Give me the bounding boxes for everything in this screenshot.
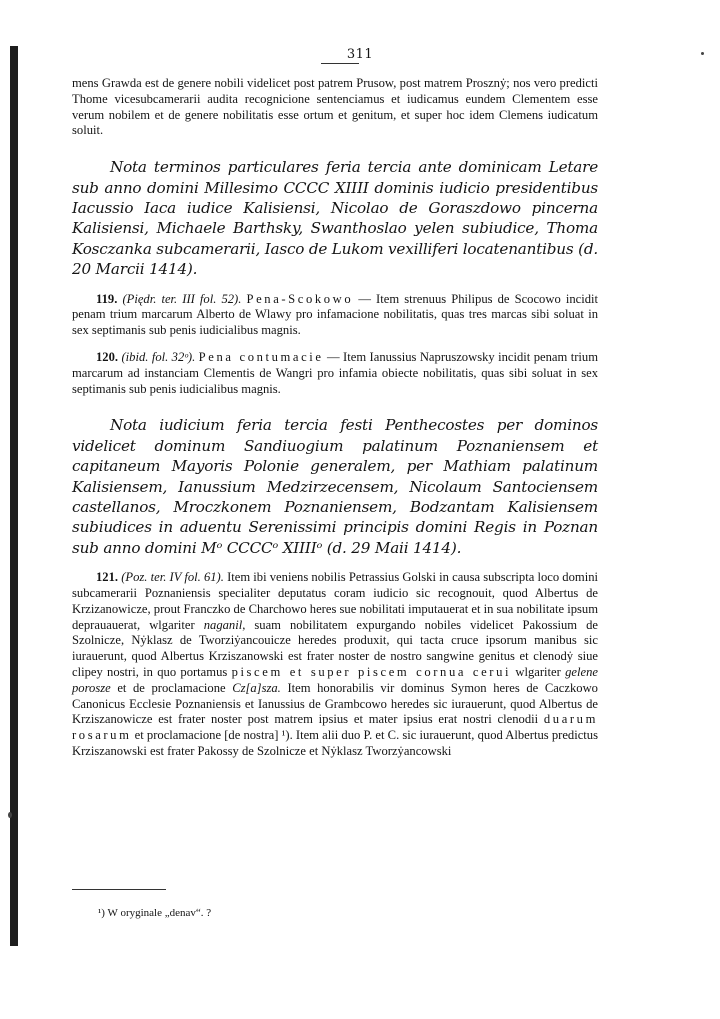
entry-number: 119. [96, 291, 118, 306]
entry-text: Item ibi veniens nobilis Petrassius Golski in causa subscripta loco domini subcamerarii Poznaniensis specialiter deputatus coram iudicio sic recognouit, quod Albertus de Krzizanowicze, prout Franczko de Charchowo heres sue nobilitati imputauerat et in sua nobilitate ipsum deprauauerat, wlgariter [72, 570, 598, 632]
spaced-term: duarum rosarum [72, 712, 598, 743]
vernacular-term: naganil [203, 617, 243, 632]
page-number: 311 [346, 47, 374, 62]
rubric-1: Nota terminos particulares feria tercia ante dominicam Letare sub anno domini Millesimo CCCC XIIII dominis iudicio presidentibus Iacussio Iaca iudice Kalisiensi, Nicolao de Goraszdowo pincerna Kalisiensi, Michaele Barthsky, Swanthoslao yelen subiudice, Thoma Kosczanka subcamerarii, Iasco de Lukom vexilliferi locatenantibus (d. 20 Marcii 1414). [72, 158, 598, 279]
entry-text: — Item Ianussius Napruszowsky incidit penam trium marcarum ad instanciam Clementis de Wangri pro infamia obiecte nobilitatis, quas sibi soluat in sex septimanis sub penis iudicialibus magnis. [72, 350, 598, 396]
entry-120 [72, 350, 598, 397]
entry-number: 121. [96, 570, 119, 585]
entry-source: (Piędr. ter. III fol. 52). [122, 291, 242, 306]
top-paragraph: mens Grawda est de genere nobili videlicet post patrem Prusow, post matrem Prosznẏ; nos vero predicti Thome vicesubcamerarii audita recognicione sentenciamus et iudicamus eundem Clementem esse verum nobilem et de genere nobilitatis esse ortum et genitum, et super hoc idem Clemens iudicatum soluit. [72, 76, 598, 138]
entry-heading: Pena contumacie [198, 350, 324, 365]
entry-text: et proclamacione [de nostra] ¹). Item alii duo P. et C. sic iurauerunt, quod Albertus predictus Krziszanowski est frater Pakossy de Szolnicze et Nẏklasz Tworzẏancowski [72, 728, 598, 759]
entry-heading: Pena-Scokowo [246, 291, 354, 306]
entry-text: , suam nobilitatem expurgando nobiles videlicet Pakossium de Szolnicze, Nẏklasz de Tworziẏancouicze heredes produxit, qui tacta cruce ipsorum manibus sic iurauerunt, quod Albertus Krziszanowski est frater noster de nostro sangwine genitus et clenodẏ siue clipey nostri, in quo portamus [72, 617, 598, 680]
entry-text: et de proclamacione [117, 680, 226, 695]
entry-121 [72, 570, 598, 760]
entry-text: Item honorabilis vir dominus Symon heres de Caczkowo Canonicus Ecclesie Poznaniensis et Ianussius de Grambcowo heredes sic iurauerunt, quod Albertus de Krziszanowicze est frater noster post matrem ipsius et mater ipsius erat nostri clenodii [72, 680, 598, 727]
scan-edge-bar [10, 46, 18, 946]
rubric-2: Nota iudicium feria tercia festi Penthecostes per dominos videlicet dominum Sandiuogium palatinum Poznaniensem et capitaneum Mayoris Polonie generalem, per Mathiam palatinum Kalisiensem, Ianussium Medzirzecensem, Nicolaum Santociensem castellanos, Mroczkonem Poznaniensem, Bodzantam Kalisiensem subiudices in aduentu Serenissimi principis domini Regis in Poznan sub anno domini Mᵒ CCCCᵒ XIIIIᵒ (d. 29 Maii 1414). [72, 416, 598, 557]
vernacular-term: Cz[a]sza. [232, 680, 281, 695]
entry-source: (ibid. fol. 32ᵒ). [121, 350, 196, 365]
entry-text: wlgariter [515, 665, 561, 680]
page-content [72, 76, 598, 760]
vernacular-term: gelene porosze [72, 665, 598, 695]
entry-number: 120. [96, 350, 119, 365]
footnote-rule [72, 889, 166, 890]
page-number-rule [321, 63, 359, 64]
spaced-term: piscem et super piscem cornua cerui [231, 665, 512, 680]
scan-speck [8, 812, 12, 818]
entry-source: (Poz. ter. IV fol. 61). [121, 570, 224, 585]
entry-119 [72, 292, 598, 339]
footnote: ¹) W oryginale „denav“. ? [98, 907, 212, 919]
entry-text: — Item strenuus Philipus de Scocowo incidit penam trium marcarum Alberto de Wlawy pro infamacione nobilitatis, quas tres marcas sibi soluat in sex septimanis sub penis iudicialibus magnis. [72, 291, 599, 338]
